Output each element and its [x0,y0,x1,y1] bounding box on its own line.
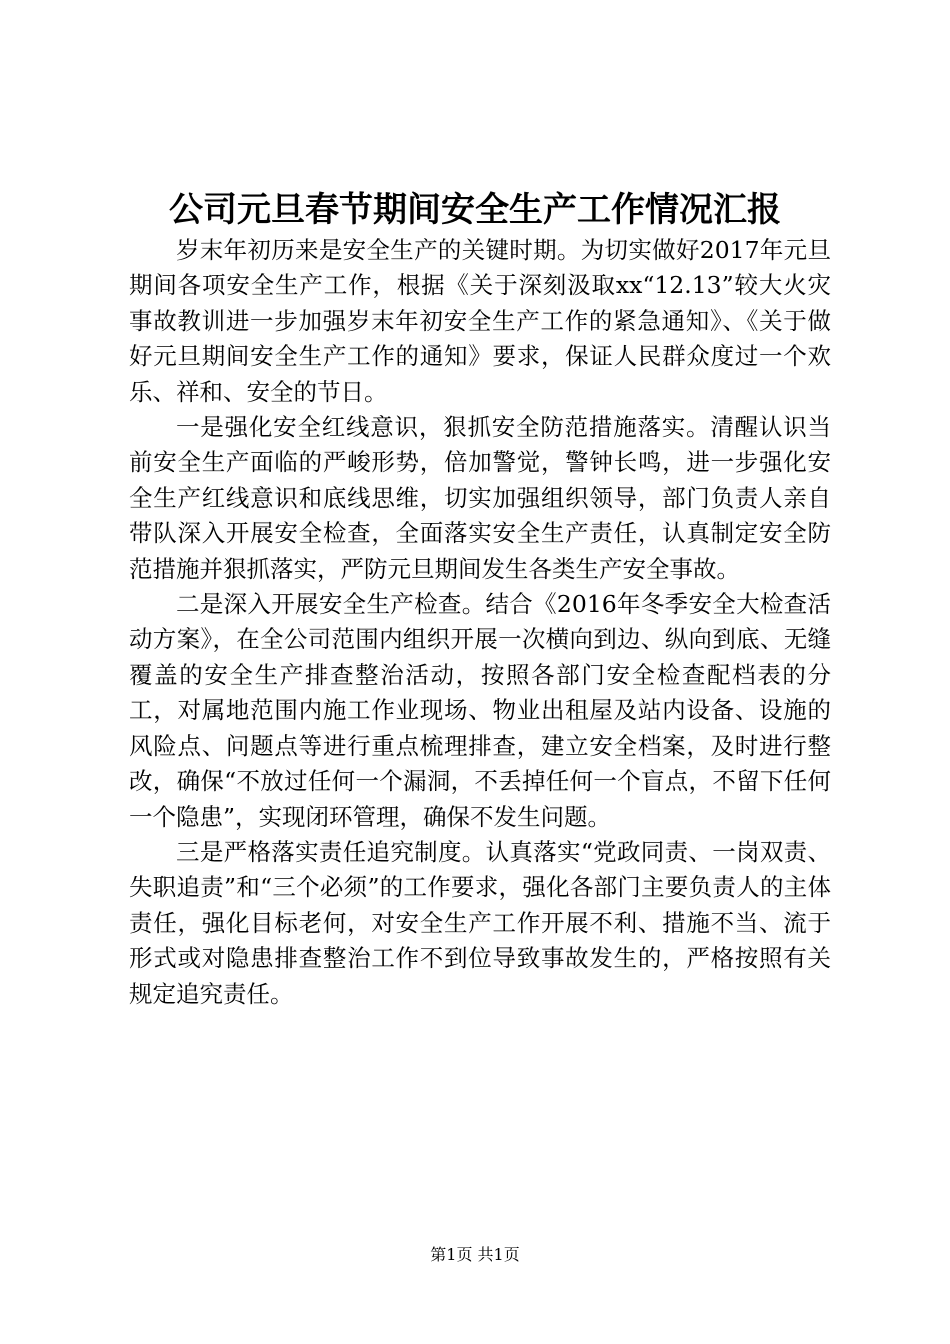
paragraph-intro: 岁末年初历来是安全生产的关键时期。为切实做好2017年元旦期间各项安全生产工作，根据《关于深刻汲取xx“12.13”较大火灾事故教训进一步加强岁末年初安全生产工作的紧急通知》、《关于做好元旦期间安全生产工作的通知》要求，保证人民群众度过一个欢乐、祥和、安全的节日。 [129,236,831,406]
paragraph-point-three: 三是严格落实责任追究制度。认真落实“党政同责、一岗双责、失职追责”和“三个必须”的工作要求，强化各部门主要负责人的主体责任，强化目标老何，对安全生产工作开展不利、措施不当、流于形式或对隐患排查整治工作不到位导致事故发生的，严格按照有关规定追究责任。 [129,837,831,1008]
page-number-footer: 第1页 共1页 [430,1245,520,1264]
paragraph-point-one: 一是强化安全红线意识，狠抓安全防范措施落实。清醒认识当前安全生产面临的严峻形势，倍加警觉，警钟长鸣，进一步强化安全生产红线意识和底线思维，切实加强组织领导，部门负责人亲自带队深入开展安全检查，全面落实安全生产责任，认真制定安全防范措施并狠抓落实，严防元旦期间发生各类生产安全事故。 [129,413,831,583]
document-title: 公司元旦春节期间安全生产工作情况汇报 [169,190,781,230]
paragraph-point-two: 二是深入开展安全生产检查。结合《2016年冬季安全大检查活动方案》，在全公司范围内组织开展一次横向到边、纵向到底、无缝覆盖的安全生产排查整治活动，按照各部门安全检查配档表的分工，对属地范围内施工作业现场、物业出租屋及站内设备、设施的风险点、问题点等进行重点梳理排查，建立安全档案，及时进行整改，确保“不放过任何一个漏洞，不丢掉任何一个盲点，不留下任何一个隐患”，实现闭环管理，确保不发生问题。 [129,590,831,831]
document-body [129,233,831,1012]
